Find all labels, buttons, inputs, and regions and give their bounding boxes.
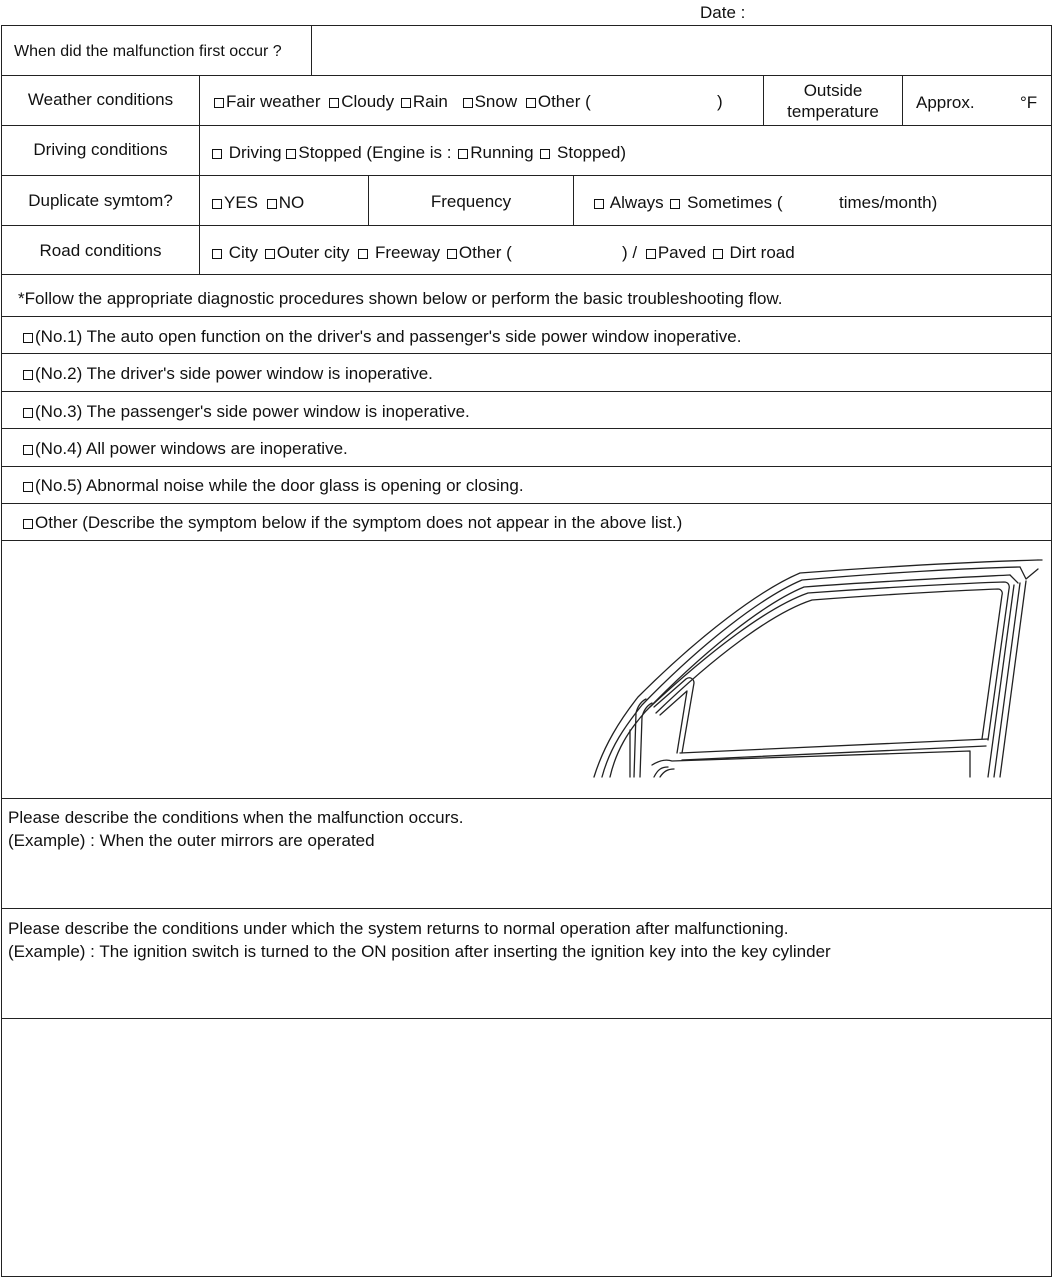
- weather-other-close: ): [717, 92, 723, 111]
- checkbox[interactable]: [212, 199, 222, 209]
- divider: [1, 466, 1052, 467]
- checkbox[interactable]: [401, 98, 411, 108]
- divider: [1051, 25, 1052, 1277]
- checkbox[interactable]: [646, 249, 656, 259]
- road-surface-options: ) / Paved Dirt road: [622, 243, 795, 262]
- temperature-field[interactable]: [980, 82, 1020, 118]
- divider: [311, 25, 312, 75]
- checkbox[interactable]: [458, 149, 468, 159]
- frequency-options: [594, 194, 783, 211]
- duplicate-options: [212, 194, 304, 211]
- driving-options: [212, 144, 626, 161]
- weather-snow-option[interactable]: Snow: [463, 93, 518, 110]
- driving-stopped-option[interactable]: Stopped (Engine is :: [286, 144, 451, 161]
- road-label: Road conditions: [39, 241, 162, 260]
- duplicate-label: Duplicate symtom?: [28, 191, 173, 210]
- conditions-normal-text: Please describe the conditions under which the system returns to normal operation after malfunctioning. (Example) : The ignition switch is turned to the ON position after inserting the ignition key into the key cylinder: [8, 919, 831, 961]
- road-other-option[interactable]: Other (: [447, 244, 512, 261]
- road-dirt-option[interactable]: Dirt road: [713, 244, 795, 261]
- outside-temp-label: Outside temperature: [787, 81, 879, 121]
- divider: [1, 503, 1052, 504]
- checkbox[interactable]: [267, 199, 277, 209]
- symptom-item[interactable]: Other (Describe the symptom below if the symptom does not appear in the above list.): [23, 514, 682, 531]
- notes-area[interactable]: [3, 1020, 1050, 1274]
- symptom-item[interactable]: (No.1) The auto open function on the driver's and passenger's side power window inoperative.: [23, 328, 741, 345]
- frequency-always-option[interactable]: Always: [594, 194, 664, 211]
- divider: [1, 391, 1052, 392]
- divider: [1, 353, 1052, 354]
- divider: [1, 908, 1052, 909]
- weather-cloudy-option[interactable]: Cloudy: [329, 93, 394, 110]
- checkbox[interactable]: [594, 199, 604, 209]
- road-freeway-option[interactable]: Freeway: [358, 244, 440, 261]
- road-outer-city-option[interactable]: Outer city: [265, 244, 350, 261]
- checkbox[interactable]: [713, 249, 723, 259]
- checkbox[interactable]: [286, 149, 296, 159]
- date-label: Date :: [700, 3, 746, 22]
- divider: [1, 75, 1052, 76]
- approx-label: Approx.: [916, 93, 975, 112]
- divider: [1, 125, 1052, 126]
- checkbox[interactable]: [265, 249, 275, 259]
- divider: [1, 274, 1052, 275]
- checkbox[interactable]: [23, 333, 33, 343]
- checkbox[interactable]: [23, 370, 33, 380]
- weather-fair-option[interactable]: Fair weather: [214, 93, 320, 110]
- temp-unit: °F: [1020, 93, 1038, 112]
- checkbox[interactable]: [329, 98, 339, 108]
- checkbox[interactable]: [212, 249, 222, 259]
- frequency-label: Frequency: [430, 192, 512, 211]
- conditions-malfunction-field[interactable]: [3, 855, 1050, 905]
- divider: [1, 175, 1052, 176]
- checkbox[interactable]: [670, 199, 680, 209]
- divider: [1, 25, 1052, 26]
- divider: [1, 798, 1052, 799]
- times-month-label: times/month): [839, 193, 938, 212]
- checkbox[interactable]: [23, 482, 33, 492]
- divider: [902, 75, 903, 125]
- engine-stopped-option[interactable]: Stopped): [540, 144, 626, 161]
- first-occur-field[interactable]: [313, 27, 1049, 73]
- frequency-sometimes-option[interactable]: Sometimes (: [670, 194, 782, 211]
- engine-running-option[interactable]: Running: [458, 144, 533, 161]
- divider: [1, 1018, 1052, 1019]
- symptom-item[interactable]: (No.2) The driver's side power window is inoperative.: [23, 365, 433, 382]
- car-door-window-icon: [590, 555, 1045, 785]
- checkbox[interactable]: [358, 249, 368, 259]
- divider: [1, 540, 1052, 541]
- divider: [573, 175, 574, 225]
- divider: [1, 1276, 1052, 1277]
- divider: [1, 225, 1052, 226]
- divider: [1, 428, 1052, 429]
- symptom-item[interactable]: (No.5) Abnormal noise while the door glass is opening or closing.: [23, 477, 524, 494]
- road-options: [212, 244, 512, 261]
- checkbox[interactable]: [540, 149, 550, 159]
- symptom-item[interactable]: (No.4) All power windows are inoperative.: [23, 440, 348, 457]
- weather-label: Weather conditions: [27, 90, 174, 109]
- checkbox[interactable]: [212, 149, 222, 159]
- first-occur-label: When did the malfunction first occur ?: [14, 43, 282, 60]
- divider: [1, 25, 2, 1277]
- checkbox[interactable]: [23, 445, 33, 455]
- weather-options: [214, 93, 591, 110]
- instruction-text: *Follow the appropriate diagnostic procedures shown below or perform the basic troubleshooting flow.: [18, 289, 783, 308]
- checkbox[interactable]: [23, 519, 33, 529]
- checkbox[interactable]: [463, 98, 473, 108]
- checkbox[interactable]: [447, 249, 457, 259]
- checkbox[interactable]: [526, 98, 536, 108]
- conditions-malfunction-text: Please describe the conditions when the malfunction occurs. (Example) : When the outer mirrors are operated: [8, 808, 464, 850]
- duplicate-no-option[interactable]: NO: [267, 194, 305, 211]
- checkbox[interactable]: [214, 98, 224, 108]
- road-city-option[interactable]: City: [212, 244, 258, 261]
- driving-label: Driving conditions: [33, 140, 168, 159]
- weather-rain-option[interactable]: Rain: [401, 93, 448, 110]
- conditions-normal-field[interactable]: [3, 966, 1050, 1016]
- driving-driving-option[interactable]: Driving: [212, 144, 282, 161]
- divider: [1, 316, 1052, 317]
- symptom-item[interactable]: (No.3) The passenger's side power window is inoperative.: [23, 403, 470, 420]
- weather-other-option[interactable]: Other (: [526, 93, 591, 110]
- checkbox[interactable]: [23, 408, 33, 418]
- duplicate-yes-option[interactable]: YES: [212, 194, 258, 211]
- road-paved-option[interactable]: Paved: [646, 244, 706, 261]
